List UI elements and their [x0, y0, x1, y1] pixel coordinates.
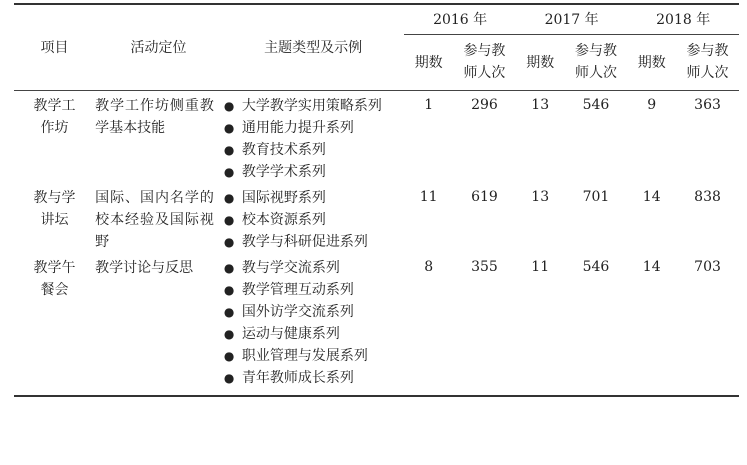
participants-value: 546 [565, 253, 628, 396]
periods-value: 13 [531, 96, 550, 113]
participants-value: 546 [582, 96, 610, 113]
position-cell: 国际、国内名学的校本经验及国际视野 [95, 189, 214, 250]
header-project: 项目 [14, 4, 95, 90]
header-year-2018: 2018 年 [627, 4, 739, 34]
header-year-2016: 2016 年 [404, 4, 516, 34]
list-item: ● 教学管理互动系列 [222, 279, 405, 301]
position-cell: 教学讨论与反思 [95, 253, 222, 396]
bullet-icon: ● [223, 212, 235, 227]
topics-cell [222, 183, 405, 253]
list-item: ● 国际视野系列 [222, 187, 405, 209]
activity-statistics-table [14, 3, 739, 397]
list-item: ● 青年教师成长系列 [222, 367, 405, 389]
periods-value: 11 [516, 253, 565, 396]
participants-value: 619 [471, 188, 498, 205]
header-year-2017: 2017 年 [516, 4, 628, 34]
bullet-icon: ● [223, 120, 235, 135]
bullet-icon: ● [223, 348, 235, 363]
bullet-icon: ● [223, 326, 235, 341]
header-participants: 参与教 师人次 [676, 34, 739, 90]
participants-value: 701 [582, 188, 610, 205]
project-cell: 教学工作坊 [33, 97, 76, 136]
bullet-icon: ● [223, 234, 235, 249]
header-topics: 主题类型及示例 [222, 4, 405, 90]
table-row [14, 183, 739, 253]
list-item: ● 教学与科研促进系列 [222, 231, 405, 253]
participants-value: 703 [676, 253, 739, 396]
list-item: ● 职业管理与发展系列 [222, 345, 405, 367]
list-item: ● 通用能力提升系列 [222, 117, 405, 139]
topics-cell [222, 253, 405, 396]
table-row [14, 90, 739, 183]
bullet-icon: ● [223, 304, 235, 319]
list-item: ● 国外访学交流系列 [222, 301, 405, 323]
position-cell: 教学工作坊侧重教学基本技能 [95, 97, 214, 136]
header-participants: 参与教 师人次 [565, 34, 628, 90]
list-item: ● 教学学术系列 [222, 161, 405, 183]
list-item: ● 大学教学实用策略系列 [222, 95, 405, 117]
periods-value: 14 [627, 253, 676, 396]
list-item: ● 校本资源系列 [222, 209, 405, 231]
bullet-icon: ● [223, 98, 235, 113]
participants-value: 355 [453, 253, 516, 396]
periods-value: 8 [404, 253, 453, 396]
participants-value: 838 [694, 188, 721, 205]
list-item: ● 教育技术系列 [222, 139, 405, 161]
table-row [14, 253, 739, 396]
bullet-icon: ● [223, 142, 235, 157]
header-periods: 期数 [404, 34, 453, 90]
bullet-icon: ● [223, 190, 235, 205]
header-periods: 期数 [516, 34, 565, 90]
bullet-icon: ● [223, 282, 235, 297]
project-cell: 教学午餐会 [14, 253, 95, 396]
periods-value: 13 [531, 188, 550, 205]
topics-cell [222, 90, 405, 183]
periods-value: 1 [424, 96, 434, 113]
bullet-icon: ● [223, 260, 235, 275]
header-periods: 期数 [627, 34, 676, 90]
header-participants: 参与教 师人次 [453, 34, 516, 90]
periods-value: 14 [642, 188, 661, 205]
periods-value: 9 [647, 96, 657, 113]
participants-value: 296 [471, 96, 498, 113]
bullet-icon: ● [223, 164, 235, 179]
list-item: ● 教与学交流系列 [222, 257, 405, 279]
participants-value: 363 [694, 96, 721, 113]
list-item: ● 运动与健康系列 [222, 323, 405, 345]
header-position: 活动定位 [95, 4, 222, 90]
project-cell: 教与学讲坛 [33, 189, 76, 228]
bullet-icon: ● [223, 370, 235, 385]
periods-value: 11 [419, 188, 438, 205]
